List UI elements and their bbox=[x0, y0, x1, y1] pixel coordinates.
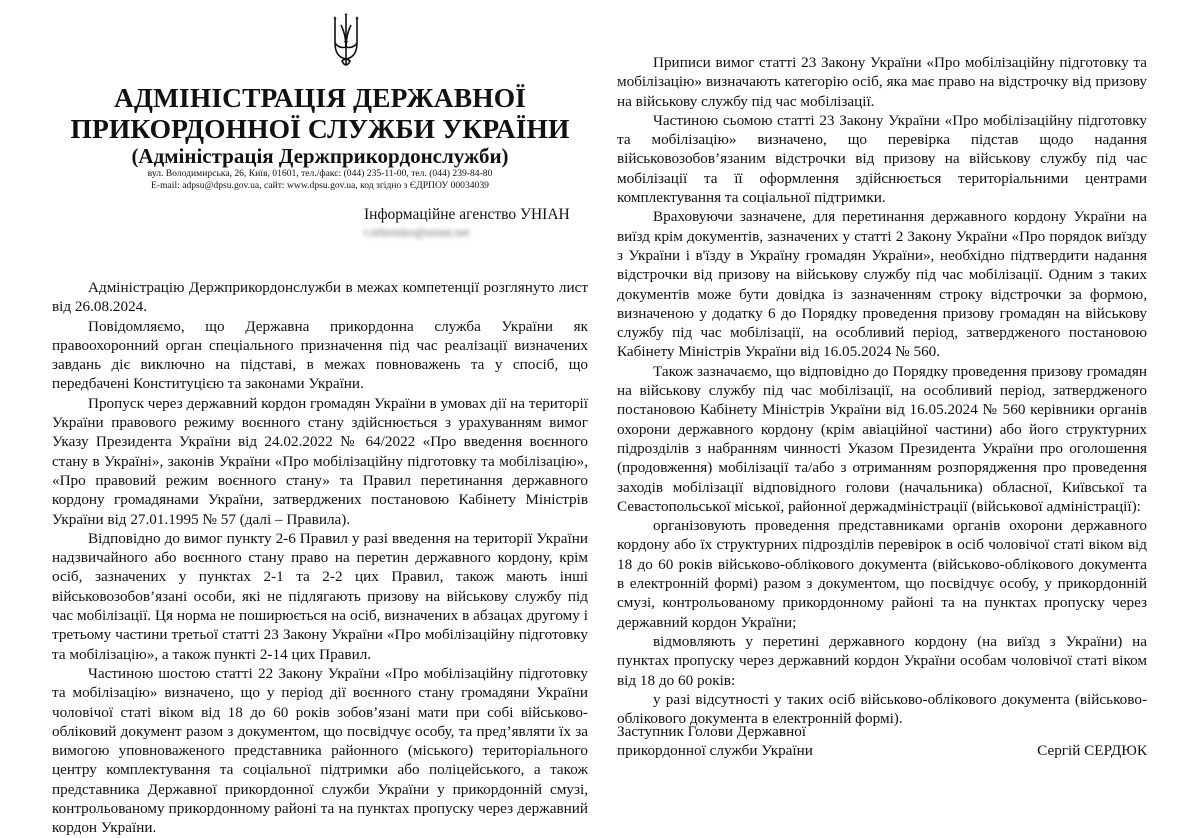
contacts-address-line: вул. Володимирська, 26, Київ, 01601, тел./факс: (044) 235-11-00, тел. (044) 239-84-80 bbox=[147, 168, 493, 179]
signatory-position-line: Заступник Голови Державної bbox=[617, 723, 807, 740]
list-item-paragraph: відмовляють у перетині державного кордону (на виїзд з України) на пунктах пропуску через державний кордон України особам чоловічої статі віком від 18 до 60 років: bbox=[617, 632, 1147, 689]
paragraph: Частиною шостою статті 22 Закону України «Про мобілізаційну підготовку та мобілізацію» визначено, що у період дії воєнного стану громадяни України чоловічої статі віком від 18 до 60 років зобов’язані мати при собі військово-обліковий документ разом з документом, що посвідчує особу, та пред’являти їх за вимогою уповноваженого представника районного (міського) територіального центру комплектування та соціальної підтримки або поліцейського, а також представника Державної прикордонної служби України у прикордонній смузі, контрольованому прикордонному районі та на пунктах пропуску через державний кордон України. bbox=[52, 664, 588, 837]
organization-title-line: АДМІНІСТРАЦІЯ ДЕРЖАВНОЇ bbox=[114, 82, 526, 113]
list-item-paragraph: у разі відсутності у таких осіб військово-облікового документа (військово-облікового документа в електронній формі). bbox=[617, 690, 1147, 728]
signatory-name: Сергій СЕРДЮК bbox=[1037, 742, 1147, 760]
paragraph: Приписи вимог статті 23 Закону України «Про мобілізаційну підготовку та мобілізацію» визначають категорію осіб, яка має право на відстрочку від призову на військову службу під час мобілізації. bbox=[617, 54, 1147, 110]
paragraph: Також зазначаємо, що відповідно до Порядку проведення призову громадян на військову службу під час мобілізації, на особливий період, затвердженого постановою Кабінету Міністрів України від 16.05.2024 № 560 керівники органів охорони державного кордону (крім авіаційної частини) або його структурних підрозділів з набранням чинності Указом Президента України про оголошення (продовження) мобілізації та/або з отриманням розпорядження про проведення заходів мобілізації відповідного голови (начальника) обласної, Київської та Севастопольської міської, районної держадміністрації (військової адміністрації): bbox=[617, 362, 1147, 515]
paragraph: Адміністрацію Держприкордонслужби в межах компетенції розглянуто лист від 26.08.2024. bbox=[52, 279, 588, 316]
organization-short-name: (Адміністрація Держприкордонслужби) bbox=[131, 144, 509, 168]
paragraph: Враховуючи зазначене, для перетинання державного кордону України на виїзд крім документів, зазначених у статті 2 Закону України «Про порядок виїзду з України і в'їзду в Україну громадян України», необхідно підтвердити надання відстрочки від призову на військову службу під час мобілізації. Одним з таких документів може бути довідка із зазначенням строку відстрочки за формою, визначеною у додатку 6 до Порядку проведення призову громадян на військову службу під час мобілізації, на особливий період, затвердженого постановою Кабінету Міністрів України від 16.05.2024 № 560. bbox=[617, 208, 1147, 361]
organization-contacts bbox=[52, 168, 588, 192]
addressee-name: Інформаційне агенство УНІАН bbox=[364, 206, 570, 223]
paragraph: Відповідно до вимог пункту 2-6 Правил у разі введення на території України надзвичайного або воєнного стану право на перетин державного кордону, крім осіб, зазначених у пунктах 2-1 та 2-2 цих Правил, також мають інші військовозобов’язані особи, які не підлягають призову на військову службу під час мобілізації. Ця норма не поширюється на осіб, визначених в абзацах другому і третьому частини третьої статті 23 Закону України «Про мобілізаційну підготовку та мобілізацію», а також пункті 2-14 цих Правил. bbox=[52, 529, 588, 663]
paragraph: Повідомляємо, що Державна прикордонна служба України як правоохоронний орган спеціального призначення під час реалізації визначених завдань діє виключно на підставі, в межах повноважень та у спосіб, що передбачені Конституцією та законами України. bbox=[52, 317, 588, 393]
organization-title-line: ПРИКОРДОННОЇ СЛУЖБИ УКРАЇНИ bbox=[70, 113, 570, 144]
signatory-position-line: прикордонної служби України bbox=[617, 742, 813, 760]
contacts-email-line: E-mail: adpsu@dpsu.gov.ua, сайт: www.dpsu.gov.ua, код згідно з ЄДРПОУ 00034039 bbox=[151, 180, 489, 191]
paragraph: Частиною сьомою статті 23 Закону України «Про мобілізаційну підготовку та мобілізацію» визначено, що перевірка підстав щодо надання військовозобов’язаним відстрочки від призову на військову службу під час мобілізації та її оформлення здійснюється територіальними центрами комплектування та соціальної підтримки. bbox=[617, 111, 1147, 207]
right-column bbox=[617, 53, 1147, 760]
trident-emblem-icon bbox=[331, 13, 361, 71]
letter-body-left bbox=[52, 278, 588, 838]
addressee-email-redacted: t.nrbesnko@unian.net bbox=[364, 225, 470, 239]
paragraph: Пропуск через державний кордон громадян України в умовах дії на території України правового режиму воєнного стану здійснюється з урахуванням вимог Указу Президента України від 24.02.2022 № 64/2022 «Про введення воєнного стану в Україні», законів України «Про мобілізаційну підготовку та мобілізацію», «Про правовий режим воєнного стану» та Правил перетинання державного кордону громадянами України, затверджених постановою Кабінету Міністрів України від 27.01.1995 № 57 (далі – Правила). bbox=[52, 394, 588, 528]
signature-block bbox=[617, 722, 1147, 761]
list-item-paragraph: організовують проведення представниками органів охорони державного кордону або їх структурних підрозділів перевірок в осіб чоловічої статі віком від 18 до 60 років військово-облікового документа (військово-облікового документа в електронній формі) разом з документом, що посвідчує особу, у прикордонній смузі, контрольованому прикордонному районі та на пунктах пропуску через державний кордон України; bbox=[617, 517, 1147, 631]
organization-title bbox=[52, 82, 588, 144]
